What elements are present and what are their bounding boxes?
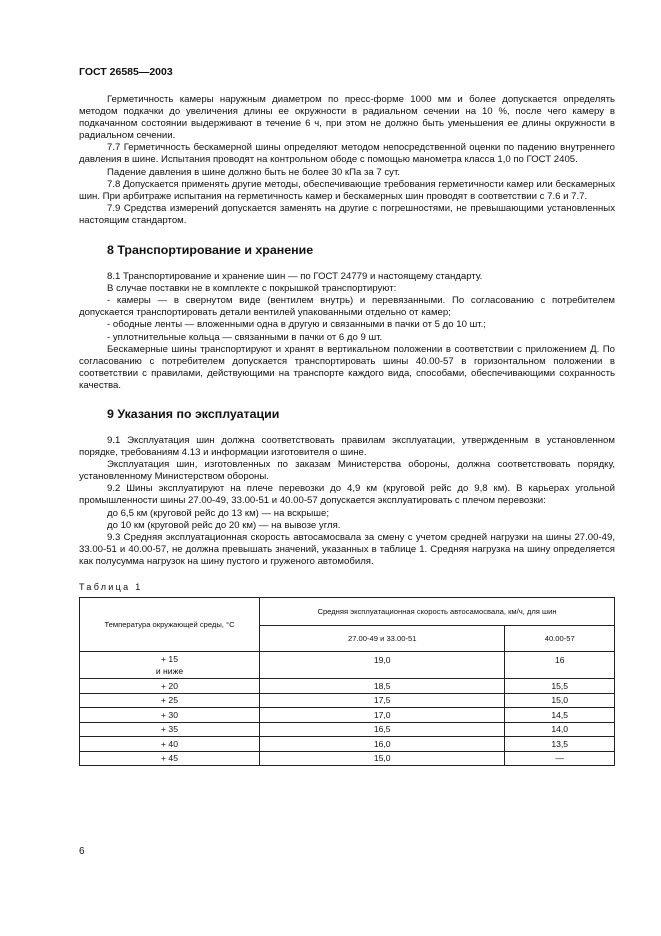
speed-cell-a: 18,5 [260,679,505,694]
paragraph: В случае поставки не в комплекте с покрышкой транспортируют: [107,283,397,295]
table-row [80,722,615,737]
temperature-cell: + 20 [80,679,260,694]
speed-cell-b: 13,5 [505,737,615,752]
temperature-cell: + 35 [80,722,260,737]
page-number: 6 [79,846,85,857]
speed-cell-b: 16 [505,652,615,679]
speed-cell-a: 15,0 [260,751,505,766]
paragraph-9-1: 9.1 Эксплуатация шин должна соответствовать правилам эксплуатации, утвержденным в установленном порядке, требованиям 4.13 и информации изготовителя о шине. [79,434,615,459]
section-8-heading: 8 Транспортирование и хранение [107,243,314,258]
paragraph-7-8: 7.8 Допускается применять другие методы, обеспечивающие требования герметичности камер или бескамерных шин. При арбитраже испытания на герметичность камер и бескамерных шин проводят в соответствии с 7.6 и 7.7. [79,178,615,202]
temperature-cell: + 30 [80,708,260,723]
column-header-tires-b: 40.00-57 [505,626,615,652]
table-row [80,693,615,708]
speed-cell-a: 17,0 [260,708,505,723]
list-item: - уплотнительные кольца — связанными в пачки от 6 до 9 шт. [107,331,383,343]
speed-cell-b: 15,0 [505,693,615,708]
table-row [80,679,615,694]
paragraph: Падение давления в шине должно быть не более 30 кПа за 7 сут. [107,166,400,178]
temperature-cell: + 45 [80,751,260,766]
paragraph-9-2: 9.2 Шины эксплуатируют на плече перевозки до 4,9 км (круговой рейс до 9,8 км). В карьерах угольной промышленности шины 27.00-49, 33.00-51 и 40.00-57 допускается эксплуатировать с плечом перевозки: [79,483,615,507]
speed-cell-b: 15,5 [505,679,615,694]
temperature-cell [80,652,260,679]
list-item: - камеры — в свернутом виде (вентилем внутрь) и перевязанными. По согласованию с потребителем допускается транспортировать детали вентилей упакованными отдельно от камер; [79,295,615,319]
paragraph-8-1: 8.1 Транспортирование и хранение шин — по ГОСТ 24779 и настоящему стандарту. [107,271,483,283]
speed-cell-a: 19,0 [260,652,505,679]
speed-cell-b: 14,5 [505,708,615,723]
speed-table [79,597,615,766]
temperature-qualifier: и ниже [155,666,184,676]
list-item: до 6,5 км (круговой рейс до 13 км) — на вскрыше; [107,507,330,519]
table-row [80,652,615,679]
speed-cell-a: 16,5 [260,722,505,737]
temperature-value: + 15 [161,654,178,664]
paragraph-7-7: 7.7 Герметичность бескамерной шины определяют методом непосредственной оценки по падению внутреннего давления в шине. Испытания проводят на контрольном ободе с помощью манометра класса 1,0 по ГОСТ 2405. [79,142,615,166]
page-content [79,94,615,766]
speed-cell-b: 14,0 [505,722,615,737]
list-item: - ободные ленты — вложенными одна в другую и связанными в пачки от 5 до 10 шт.; [107,319,486,331]
column-header-speed: Средняя эксплуатационная скорость автосамосвала, км/ч, для шин [260,598,615,626]
column-header-tires-a: 27.00-49 и 33.00-51 [260,626,505,652]
paragraph: Эксплуатация шин, изготовленных по заказам Министерства обороны, должна соответствовать порядку, установленному Министерством обороны. [79,459,615,483]
speed-cell-a: 17,5 [260,693,505,708]
section-9-heading: 9 Указания по эксплуатации [107,406,280,421]
paragraph: Бескамерные шины транспортируют и хранят в вертикальном положении в соответствии с приложением Д. По согласованию с потребителем допускается транспортировать шины 40.00-57 в горизонтальном положении в соответствии с правилами, действующими на транспорте каждого вида, способами, обеспечивающими сохранность качества. [79,343,615,391]
table-row [80,737,615,752]
temperature-cell: + 25 [80,693,260,708]
table-row [80,751,615,766]
list-item: до 10 км (круговой рейс до 20 км) — на вывозе угля. [107,519,341,531]
temperature-cell: + 40 [80,737,260,752]
table-caption: Таблица 1 [79,582,143,592]
column-header-temperature: Температура окружающей среды, °С [80,598,260,652]
paragraph: Герметичность камеры наружным диаметром по пресс-форме 1000 мм и более допускается определять методом подкачки до увеличения длины ее окружности в радиальном сечении на 10 %, после чего камеру в подкачанном состоянии выдерживают в течение 6 ч, при этом не должно быть уменьшения ее длины окружности в радиальном сечении. [79,94,615,142]
speed-cell-b: — [505,751,615,766]
document-header: ГОСТ 26585—2003 [79,66,173,78]
speed-cell-a: 16,0 [260,737,505,752]
table-row [80,708,615,723]
paragraph-7-9: 7.9 Средства измерений допускается заменять на другие с погрешностями, не превышающими установленных настоящим стандартом. [79,202,615,226]
paragraph-9-3: 9.3 Средняя эксплуатационная скорость автосамосвала за смену с учетом средней нагрузки на шины 27.00-49, 33.00-51 и 40.00-57, не должна превышать значений, указанных в таблице 1. Средняя нагрузка на шину определяется как полусумма нагрузок на шину пустого и груженого автомобиля. [79,531,615,567]
